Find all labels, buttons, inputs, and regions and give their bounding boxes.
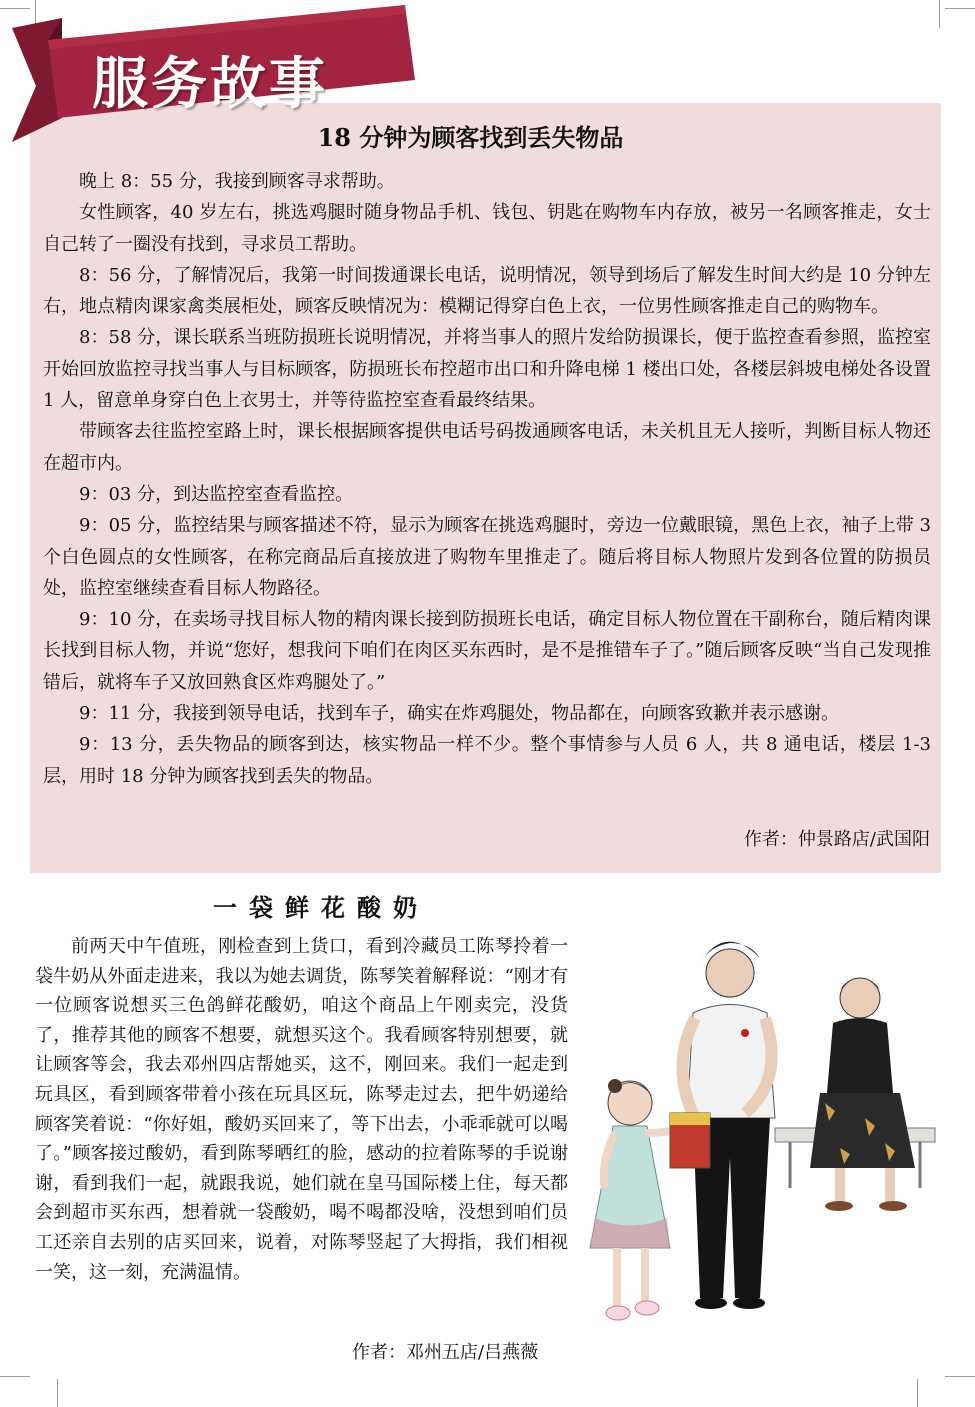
crop-mark-bottom-right-h	[945, 1376, 975, 1377]
story1-paragraph: 9：03 分，到达监控室查看监控。	[79, 483, 354, 505]
story2-paragraph: 前两天中午值班，刚检查到上货口，看到冷藏员工陈琴拎着一袋牛奶从外面走进来，我以为她去调货，陈琴笑着解释说：“刚才有一位顾客说想买三色鸽鲜花酸奶，咱这个商品上午刚卖完，没货了，推荐其他的顾客不想要，就想买这个。我看顾客特别想要，就让顾客等会，我去邓州四店帮她买，这不，刚回来。我们一起走到玩具区，看到顾客带着小孩在玩具区玩，陈琴走过去，把牛奶递给顾客笑着说：“你好姐，酸奶买回来了，等下出去，小乖乖就可以喝了。”顾客接过酸奶，看到陈琴晒红的脸，感动的拉着陈琴的手说谢谢，看到我们一起，就跟我说，她们就在皇马国际楼上住，每天都会到超市买东西，想着就一袋酸奶，喝不喝都没啥，没想到咱们员工还亲自去别的店买回来，说着，对陈琴竖起了大拇指，我们相视一笑，这一刻，充满温情。	[35, 936, 568, 1283]
crop-mark-top-right-h	[945, 8, 975, 9]
story1-paragraph: 8：58 分，课长联系当班防损班长说明情况，并将当事人的照片发给防损课长，便于监控查看参照，监控室开始回放监控寻找当事人与目标顾客，防损班长布控超市出口和升降电梯 1 楼出口处，各楼层斜坡电梯处各设置 1 人，留意单身穿白色上衣男士，并等待监控室查看最终结果。	[43, 327, 931, 412]
story2-author: 作者：邓州五店/吕燕薇	[352, 1342, 539, 1363]
story2-body	[35, 932, 568, 1287]
story1-author: 作者：仲景路店/武国阳	[743, 829, 930, 850]
story1-paragraph: 带顾客去往监控室路上时，课长根据顾客提供电话号码拨通顾客电话，未关机且无人接听，判断目标人物还在超市内。	[43, 421, 931, 474]
story1-paragraph: 9：05 分，监控结果与顾客描述不符，显示为顾客在挑选鸡腿时，旁边一位戴眼镜，黑色上衣，袖子上带 3 个白色圆点的女性顾客，在称完商品后直接放进了购物车里推走了。随后将目标人物照片发到各位置的防损员处，监控室继续查看目标人物路径。	[43, 515, 931, 599]
crop-mark-bottom-left-h	[0, 1376, 30, 1377]
banner-title: 服务故事	[92, 52, 328, 117]
story1-title: 18 分钟为顾客找到丢失物品	[317, 123, 624, 152]
story1-paragraph: 9：13 分，丢失物品的顾客到达，核实物品一样不少。整个事情参与人员 6 人，共 8 通电话，楼层 1-3 层，用时 18 分钟为顾客找到丢失的物品。	[43, 734, 931, 787]
story1-paragraph: 女性顾客，40 岁左右，挑选鸡腿时随身物品手机、钱包、钥匙在购物车内存放，被另一名顾客推走，女士自己转了一圈没有找到，寻求员工帮助。	[43, 202, 931, 255]
story1-paragraph: 9：10 分，在卖场寻找目标人物的精肉课长接到防损班长电话，确定目标人物位置在干副称台，随后精肉课长找到目标人物，并说“您好，想我问下咱们在肉区买东西时，是不是推错车子了。”随后顾客反映“当自己发现推错后，就将车子又放回熟食区炸鸡腿处了。”	[43, 609, 931, 693]
crop-mark-bottom-left	[30, 1379, 58, 1407]
crop-mark-top-right	[939, 0, 967, 28]
family-sketch-illustration	[575, 918, 945, 1348]
story1-paragraph: 8：56 分，了解情况后，我第一时间拨通课长电话，说明情况，领导到场后了解发生时间大约是 10 分钟左右，地点精肉课家禽类展柜处，顾客反映情况为：模糊记得穿白色上衣，一位男性顾客推走自己的购物车。	[43, 264, 931, 318]
crop-mark-bottom-right	[917, 1379, 945, 1407]
seated-woman	[810, 978, 915, 1211]
story2-title: 一袋鲜花酸奶	[213, 893, 429, 922]
story1-paragraph: 9：11 分，我接到领导电话，找到车子，确实在炸鸡腿处，物品都在，向顾客致歉并表示感谢。	[79, 703, 840, 725]
story1-body	[43, 166, 931, 792]
story1-paragraph: 晚上 8：55 分，我接到顾客寻求帮助。	[79, 171, 395, 192]
shopping-bags	[670, 1113, 710, 1168]
